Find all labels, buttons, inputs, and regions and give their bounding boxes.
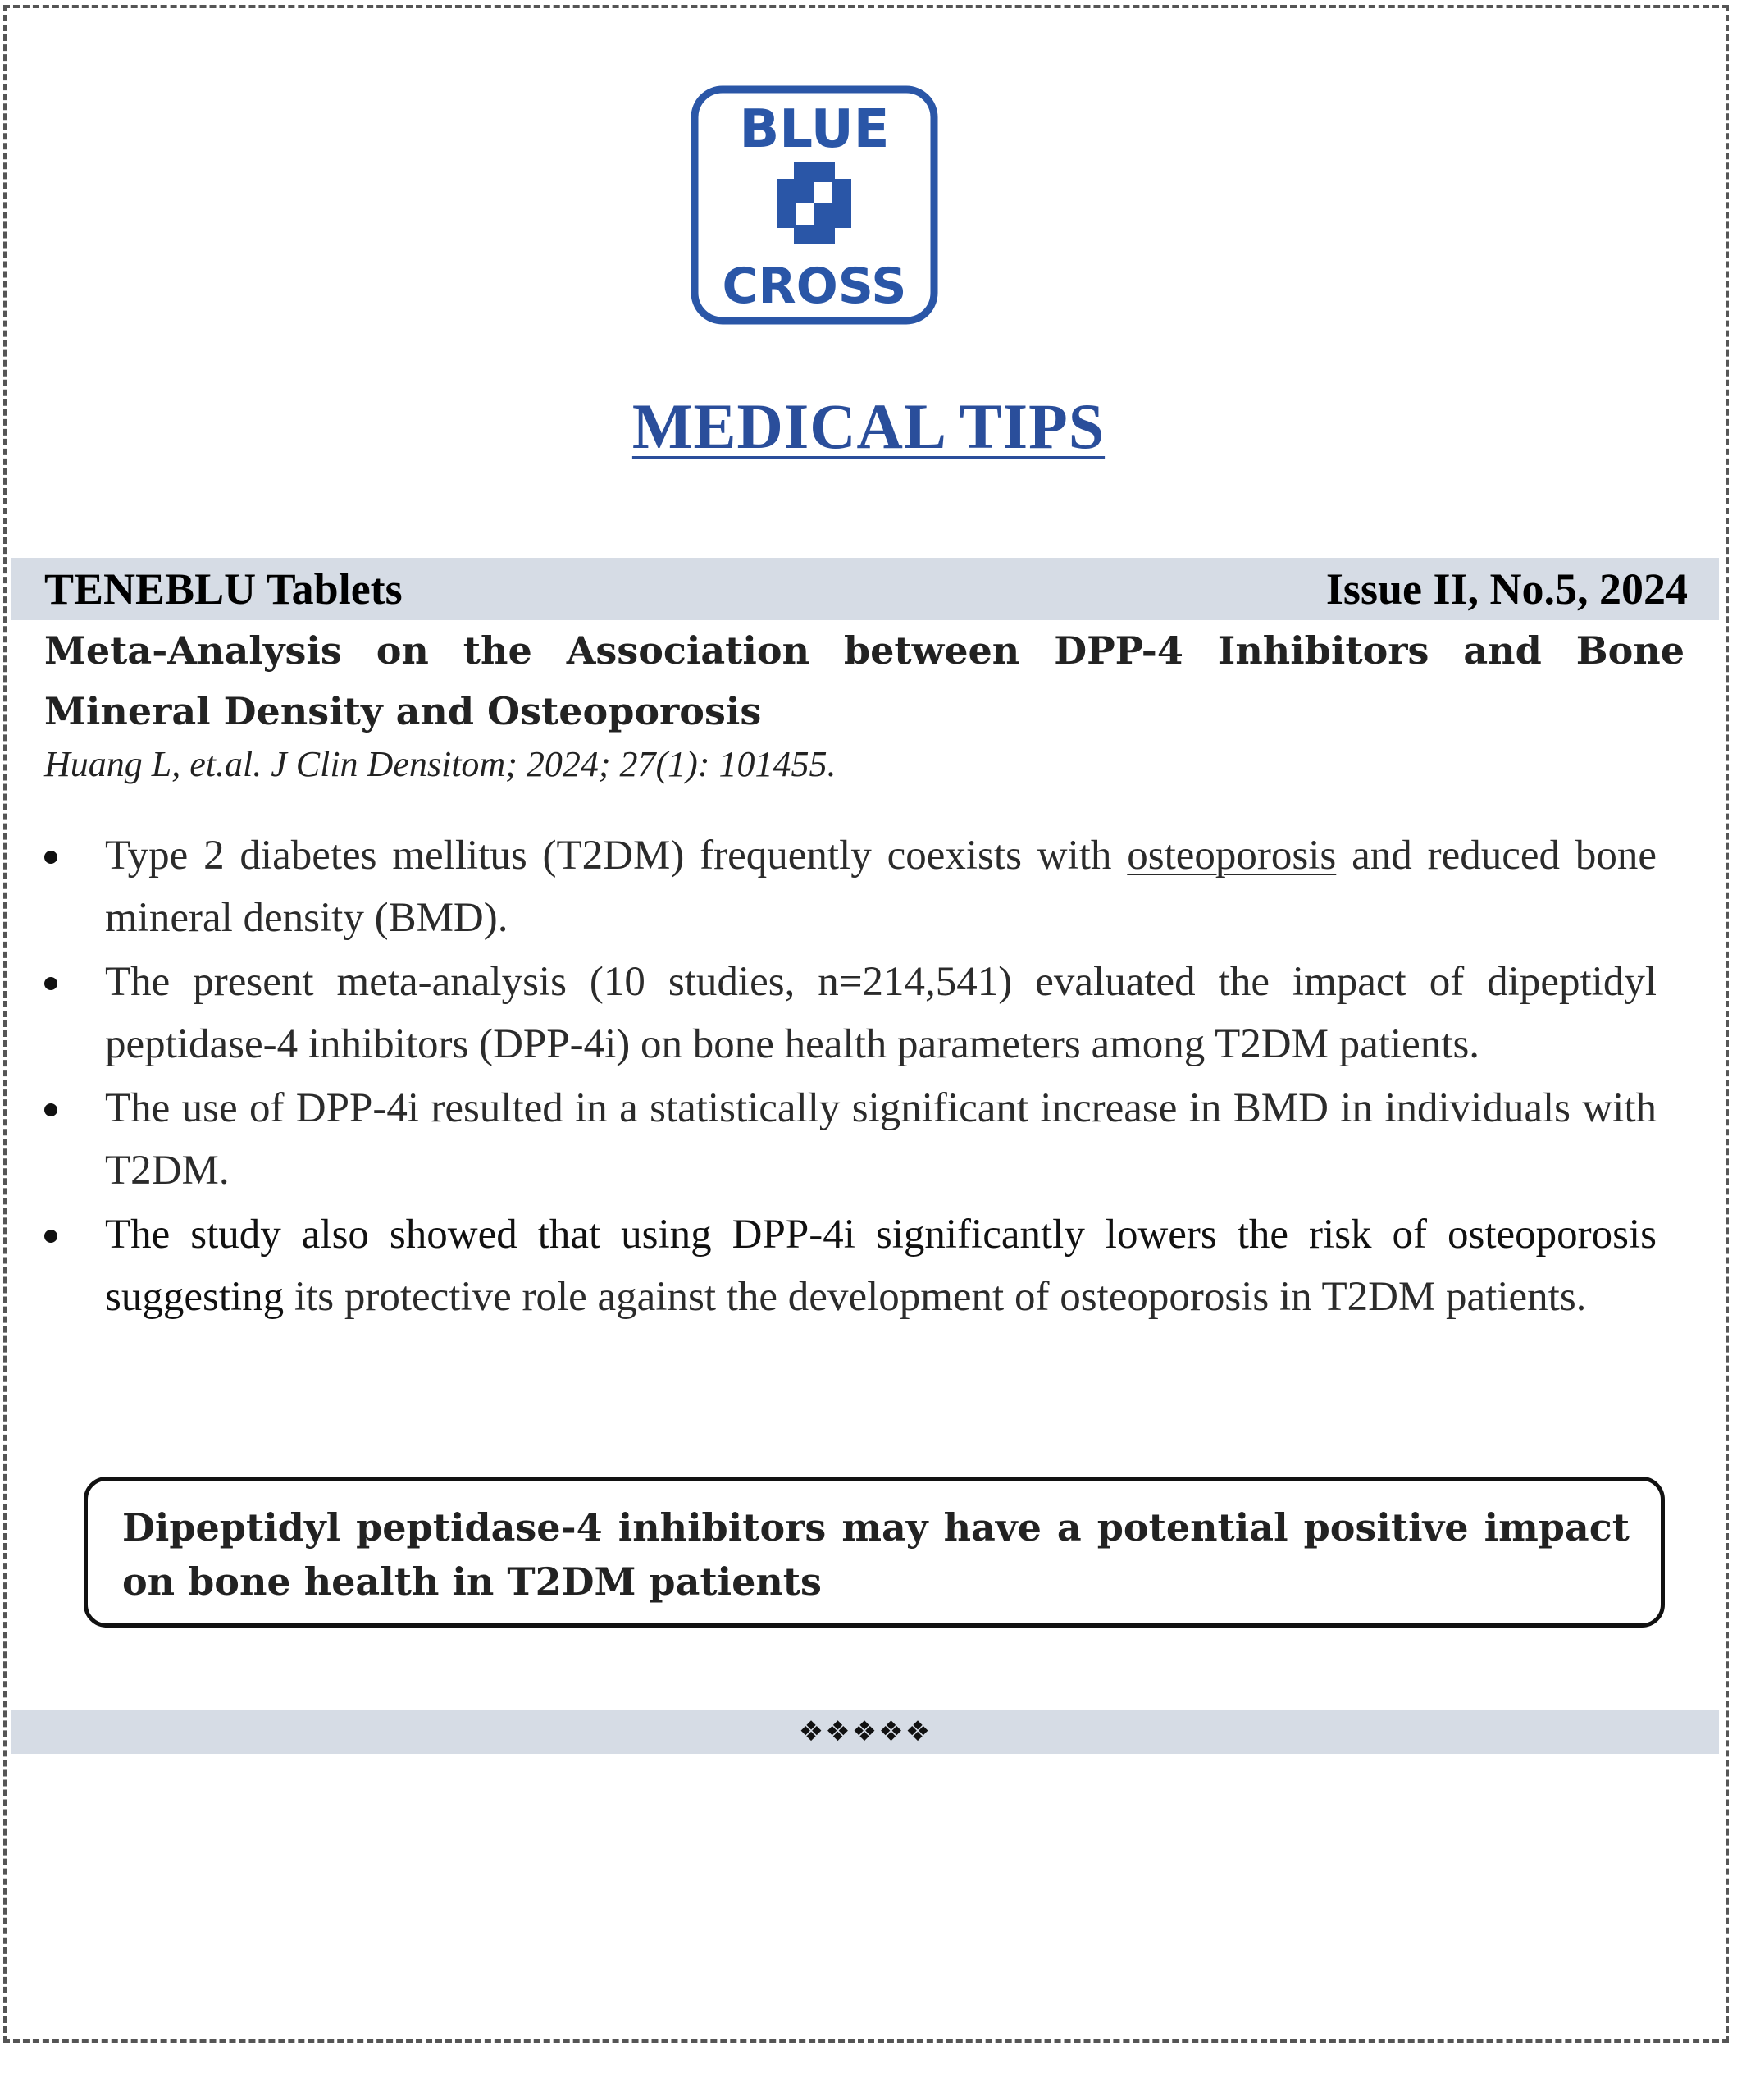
list-item — [44, 824, 1657, 949]
page-title: MEDICAL TIPS — [631, 390, 1106, 462]
bullet-text: The use of DPP-4i resulted in a statistically significant increase in BMD in individuals with T2DM. — [105, 1085, 1657, 1194]
logo-text-cross: CROSS — [722, 258, 907, 315]
bullet-underlined-term: osteoporosis — [1127, 833, 1337, 879]
footer-ornament-icon: ❖❖❖❖❖ — [798, 1715, 932, 1748]
bullet-icon — [44, 1103, 57, 1116]
list-item — [44, 951, 1657, 1075]
article-title: Meta-Analysis on the Association between DPP-4 Inhibitors and Bone Mineral Density and Osteoporosis — [44, 628, 1685, 733]
list-item — [44, 1077, 1657, 1202]
bullet-list — [44, 824, 1657, 1330]
conclusion-box — [84, 1477, 1665, 1628]
blue-cross-logo — [691, 85, 938, 325]
bullet-text: Type 2 diabetes mellitus (T2DM) frequently coexists with — [105, 833, 1128, 879]
logo-text-blue: BLUE — [739, 99, 890, 160]
bullet-text: The present meta-analysis (10 studies, n=214,541) evaluated the impact of dipeptidyl peptidase-4 inhibitors (DPP-4i) on bone health parameters among T2DM patients. — [105, 959, 1657, 1067]
bullet-icon — [44, 1230, 57, 1243]
bullet-icon — [44, 977, 57, 990]
bullet-text: its protective role against the development of osteoporosis in T2DM patients. — [284, 1274, 1587, 1320]
bullet-icon — [44, 851, 57, 864]
list-item — [44, 1203, 1657, 1328]
issue-info: Issue II, No.5, 2024 — [1325, 564, 1688, 614]
bullet-text: The study also showed that using DPP-4i significantly lowers the risk of osteoporosis suggesting — [105, 1212, 1657, 1320]
citation: Huang L, et.al. J Clin Densitom; 2024; 27(1): 101455. — [44, 744, 837, 784]
product-name: TENEBLU Tablets — [44, 564, 403, 614]
header-band — [11, 558, 1719, 620]
bullet-text: and reduced bone mineral density (BMD). — [105, 833, 1657, 941]
footer-band — [11, 1710, 1719, 1754]
conclusion-text: Dipeptidyl peptidase-4 inhibitors may have a potential positive impact on bone health in T2DM patients — [122, 1505, 1630, 1604]
